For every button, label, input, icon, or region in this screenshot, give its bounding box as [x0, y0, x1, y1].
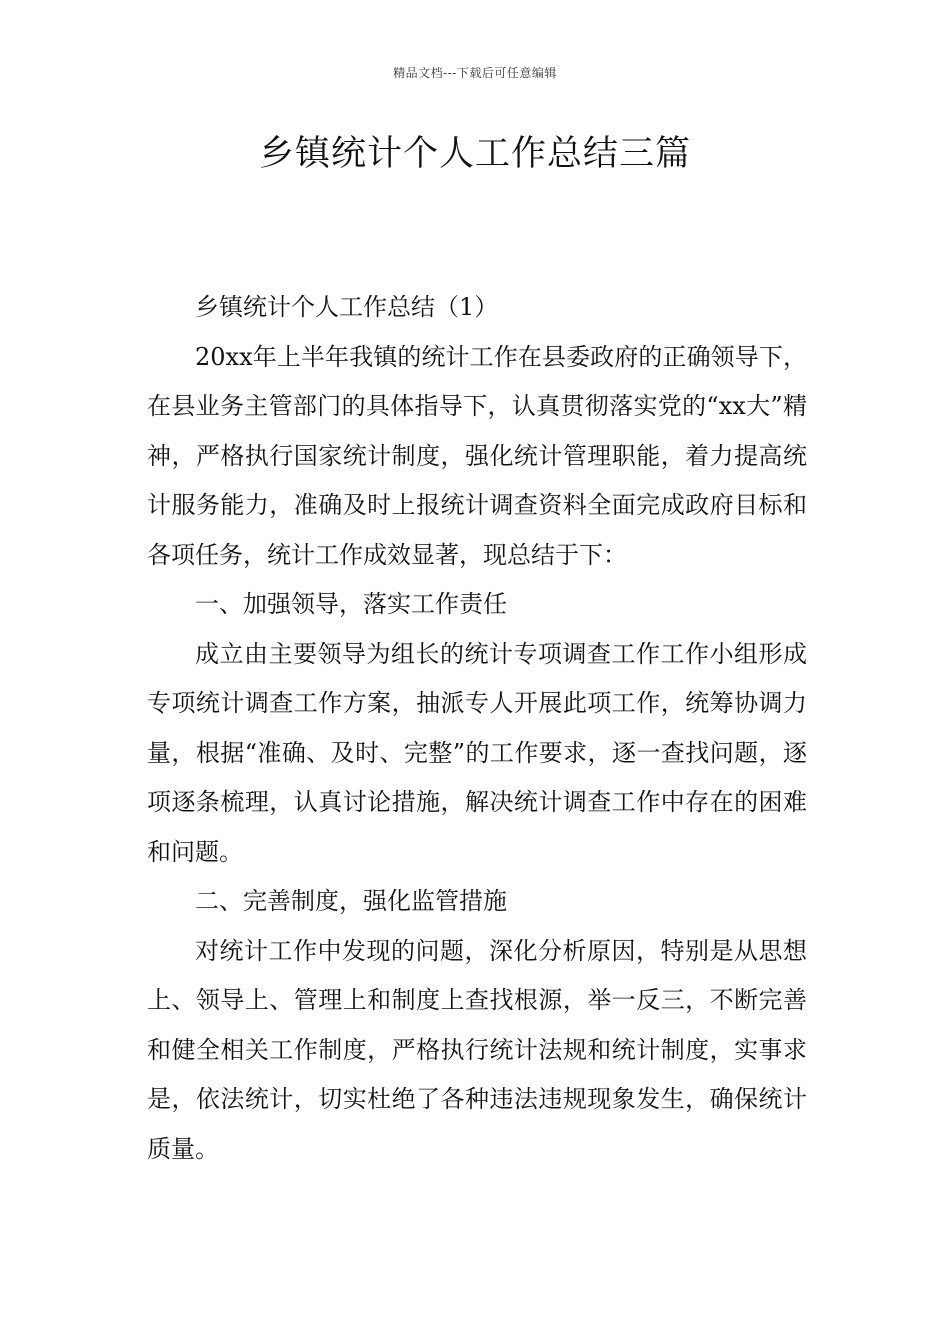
- section-heading: 乡镇统计个人工作总结（1）: [195, 293, 499, 321]
- document-title: 乡镇统计个人工作总结三篇: [258, 134, 691, 174]
- paragraph: 成立由主要领导为组长的统计专项调查工作工作小组形成专项统计调查工作方案，抽派专人开展此项工作，统筹协调力量，根据“准确、及时、完整”的工作要求，逐一查找问题，逐项逐条梳理，认真讨论措施，解决统计调查工作中存在的困难和问题。: [147, 639, 807, 866]
- paragraph: 20xx年上半年我镇的统计工作在县委政府的正确领导下，在县业务主管部门的具体指导下，认真贯彻落实党的“xx大”精神，严格执行国家统计制度，强化统计管理职能，着力提高统计服务能力，准确及时上报统计调查资料全面完成政府目标和各项任务，统计工作成效显著，现总结于下：: [147, 342, 807, 569]
- section-heading: 二、完善制度，强化监管措施: [195, 887, 507, 915]
- document-body: [147, 283, 807, 1174]
- header-note: 精品文档---下载后可任意编辑: [393, 66, 557, 80]
- section-heading: 一、加强领导，落实工作责任: [195, 590, 507, 618]
- paragraph: 对统计工作中发现的问题，深化分析原因，特别是从思想上、领导上、管理上和制度上查找根源，举一反三，不断完善和健全相关工作制度，严格执行统计法规和统计制度，实事求是，依法统计，切实杜绝了各种违法违规现象发生，确保统计质量。: [147, 936, 807, 1163]
